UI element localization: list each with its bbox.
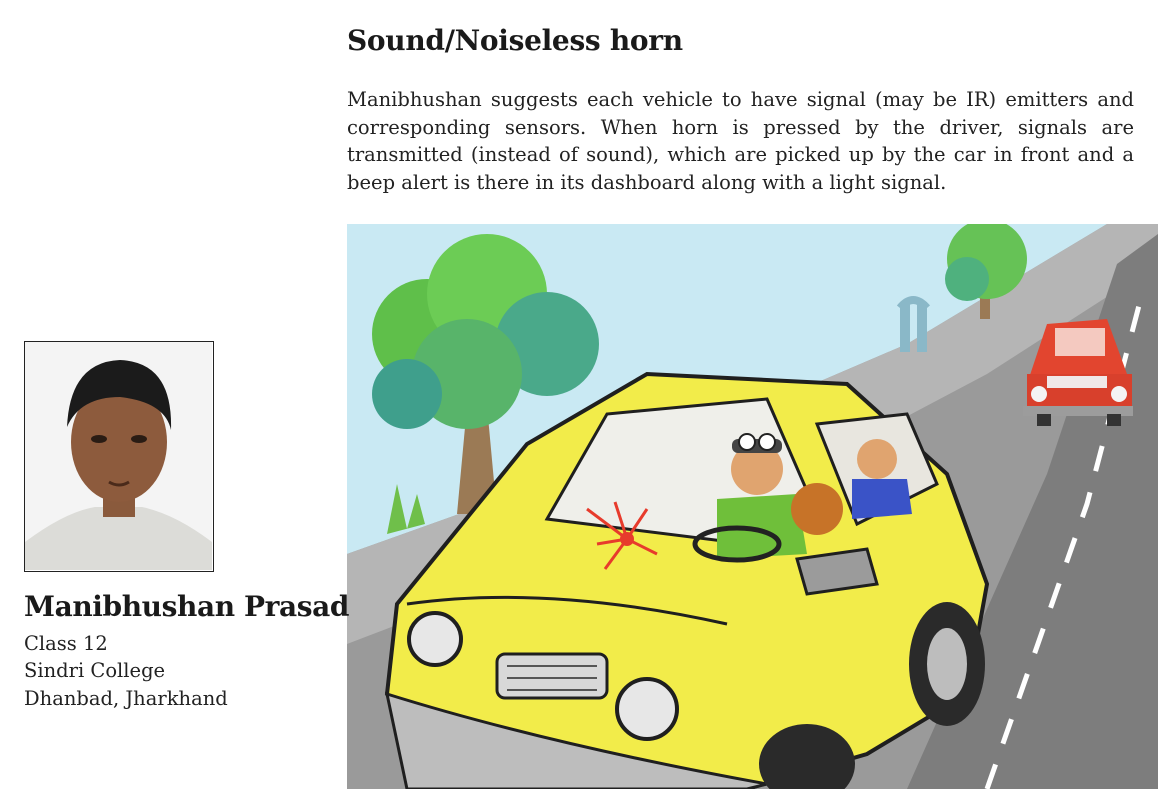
article-body: Manibhushan suggests each vehicle to have signal (may be IR) emitters and corresponding sensors. When horn is pressed by the driver, signals are transmitted (instead of sound), which are picked up by the car in front and a beep alert is there in its dashboard along with a light signal. [347,88,1134,194]
inventor-college: Sindri College [24,659,166,682]
inventor-class: Class 12 [24,632,108,655]
cartoon-illustration [347,224,1158,789]
inventor-name: Manibhushan Prasad [24,590,350,623]
article-title: Sound/Noiseless horn [347,24,683,57]
inventor-location: Dhanbad, Jharkhand [24,687,228,710]
inventor-photo [24,341,214,572]
